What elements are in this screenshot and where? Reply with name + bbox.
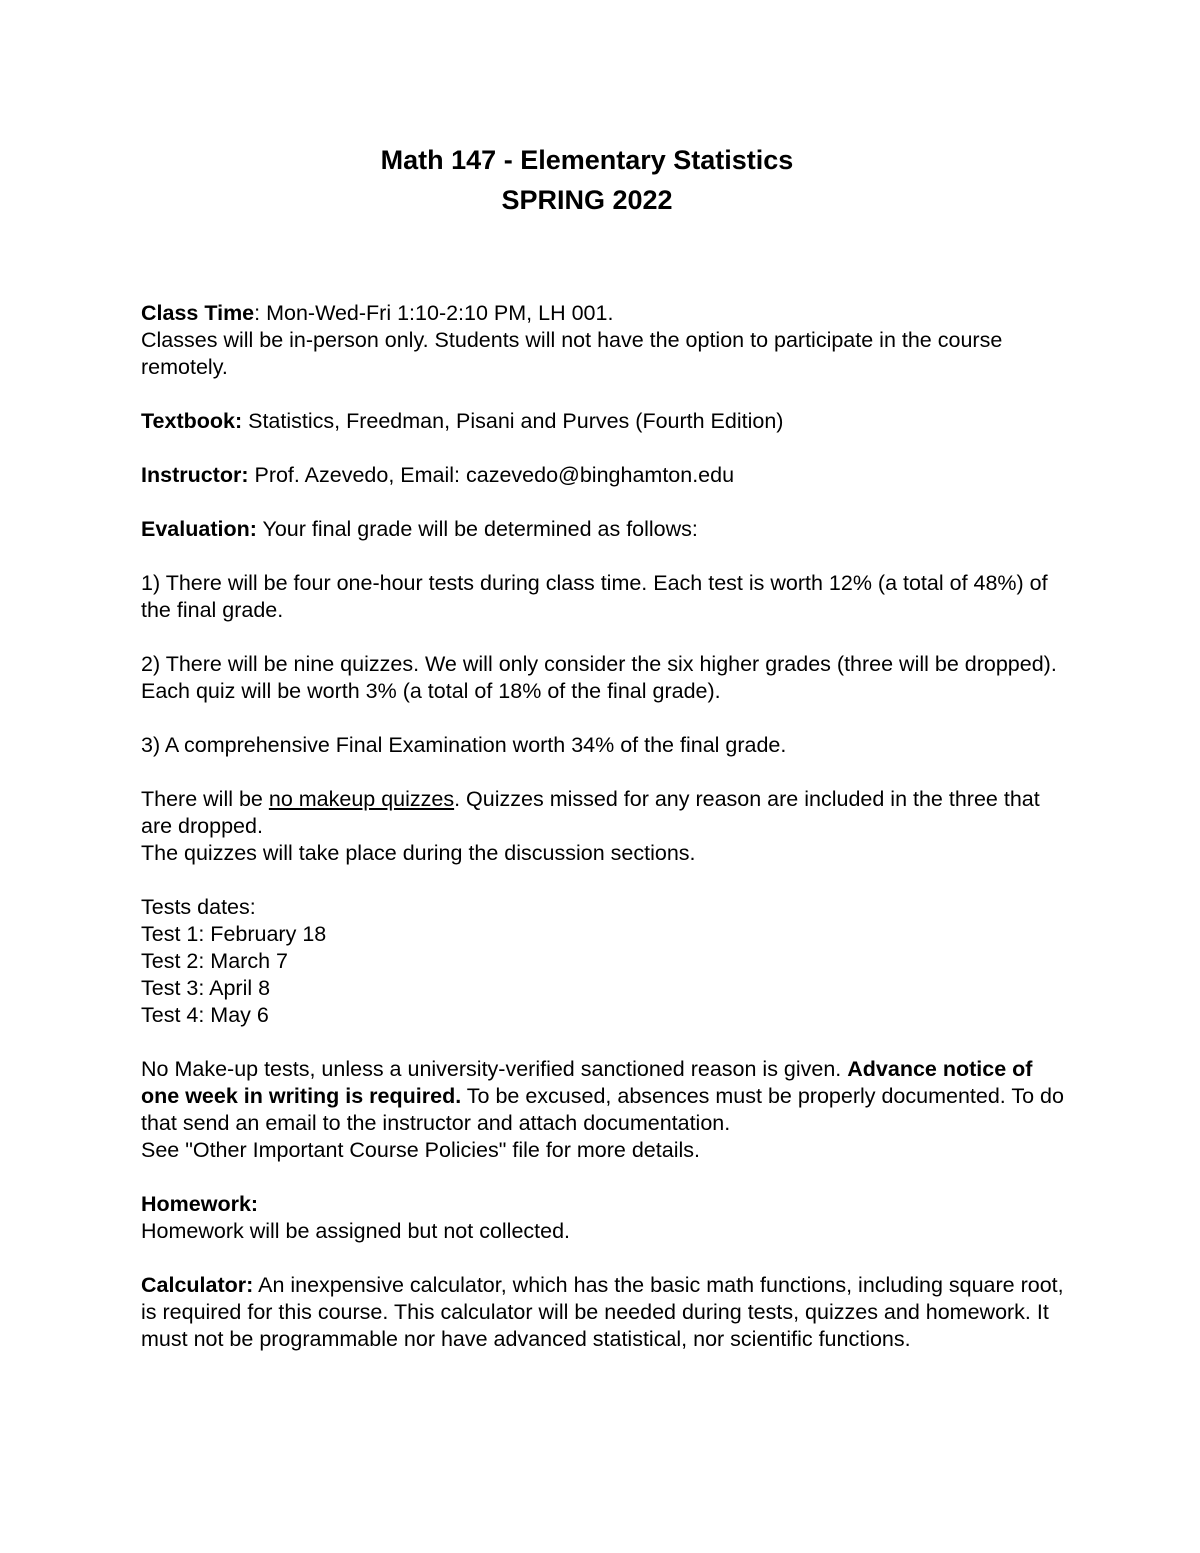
textbook-label: Textbook: (141, 409, 243, 433)
makeup-text-1: No Make-up tests, unless a university-verified sanctioned reason is given. (141, 1057, 848, 1081)
term-title: SPRING 2022 (501, 185, 673, 215)
instructor-label: Instructor: (141, 463, 249, 487)
calculator-label: Calculator: (141, 1273, 254, 1297)
syllabus-body (141, 300, 1071, 1380)
homework-text: Homework will be assigned but not collected. (141, 1219, 571, 1243)
makeup-text-2: To be excused, absences must be properly documented. To do that send an email to the instructor and attach documentation. (141, 1084, 1064, 1135)
evaluation-value: Your final grade will be determined as follows: (256, 517, 698, 541)
tests-heading: Tests dates: (141, 895, 256, 919)
quizzes-policy (141, 786, 1071, 840)
textbook-line (141, 408, 1071, 435)
evaluation-line (141, 516, 1071, 543)
calculator-text: An inexpensive calculator, which has the basic math functions, including square root, is required for this course. This calculator will be needed during tests, quizzes and homework. It must not be programmable nor have advanced statistical, nor scientific functions. (141, 1273, 1064, 1351)
test-date-4: Test 4: May 6 (141, 1003, 269, 1027)
quizzes-prefix: There will be (141, 787, 269, 811)
class-time-note: Classes will be in-person only. Students will not have the option to participate in the course remotely. (141, 328, 1003, 379)
calculator-line (141, 1272, 1071, 1353)
homework-label: Homework: (141, 1192, 259, 1216)
evaluation-item-quizzes: 2) There will be nine quizzes. We will only consider the six higher grades (three will be dropped). Each quiz will be worth 3% (a total of 18% of the final grade). (141, 652, 1057, 703)
quizzes-suffix: . Quizzes missed for any reason are included in the three that are dropped. (141, 787, 1040, 838)
course-title: Math 147 - Elementary Statistics (380, 145, 794, 175)
class-time-value: : Mon-Wed-Fri 1:10-2:10 PM, LH 001. (254, 301, 614, 325)
instructor-value: Prof. Azevedo, Email: cazevedo@binghamton.edu (248, 463, 735, 487)
makeup-policy (141, 1056, 1071, 1137)
class-time-label: Class Time (141, 301, 255, 325)
no-makeup-quizzes: no makeup quizzes (268, 787, 455, 811)
test-date-3: Test 3: April 8 (141, 976, 271, 1000)
evaluation-item-tests: 1) There will be four one-hour tests during class time. Each test is worth 12% (a total of 48%) of the final grade. (141, 571, 1048, 622)
quizzes-note: The quizzes will take place during the discussion sections. (141, 841, 696, 865)
document-title-block (0, 140, 1174, 220)
textbook-value: Statistics, Freedman, Pisani and Purves (Fourth Edition) (242, 409, 784, 433)
evaluation-item-final: 3) A comprehensive Final Examination worth 34% of the final grade. (141, 733, 787, 757)
evaluation-label: Evaluation: (141, 517, 257, 541)
test-date-2: Test 2: March 7 (141, 949, 288, 973)
test-date-1: Test 1: February 18 (141, 922, 327, 946)
makeup-see-policies: See "Other Important Course Policies" file for more details. (141, 1138, 700, 1162)
makeup-advance-notice: Advance notice of one week in writing is required. (141, 1057, 1033, 1108)
instructor-line (141, 462, 1071, 489)
class-time-line (141, 300, 1071, 327)
